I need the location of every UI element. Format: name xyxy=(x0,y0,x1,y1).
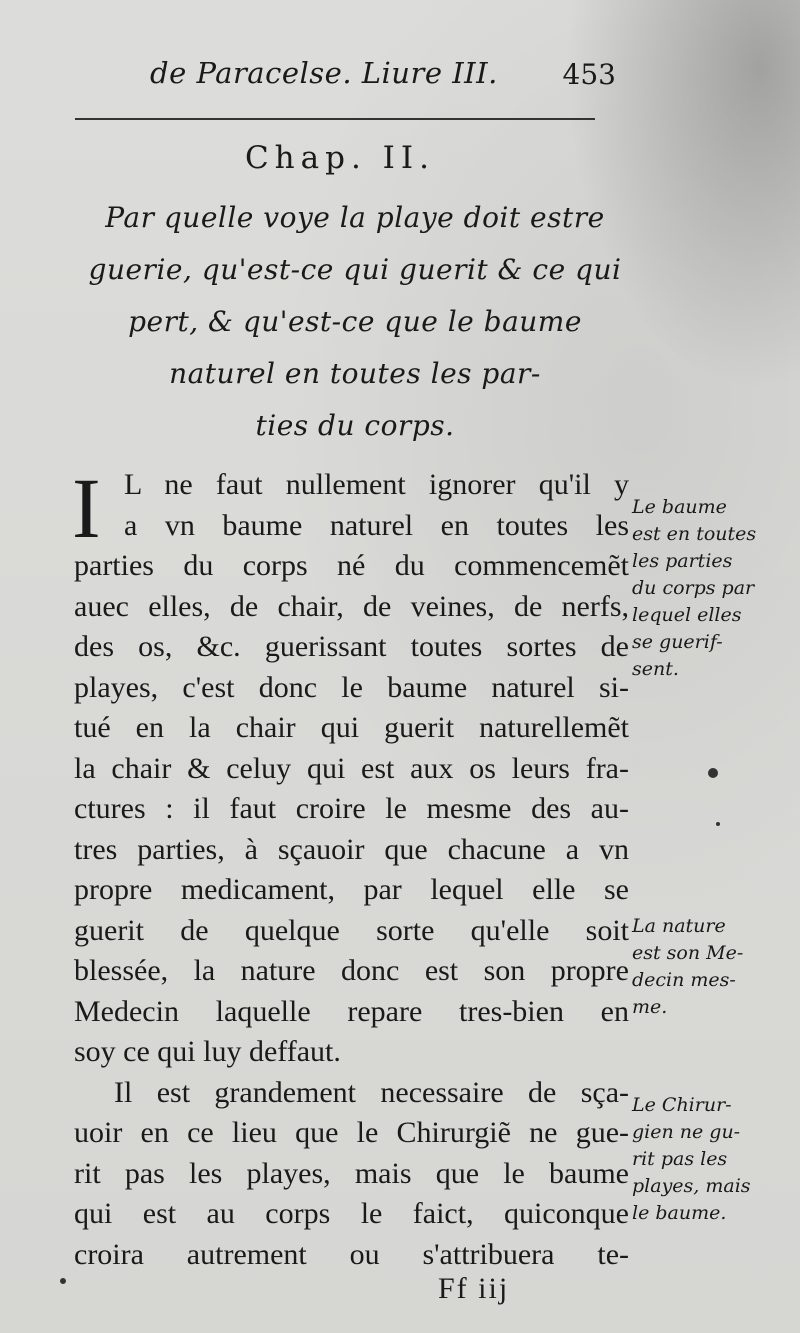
chapter-title: Chap. II. xyxy=(244,140,436,176)
margin-note-line: gien ne gu- xyxy=(632,1121,741,1143)
margin-note xyxy=(632,1092,782,1227)
ink-speck xyxy=(60,1278,66,1284)
text-line: Il est grandement necessaire de sça- xyxy=(114,1075,629,1109)
margin-note-line: les parties xyxy=(632,550,733,572)
heading-line: guerie, qu'est-ce qui guerit & ce qui xyxy=(88,253,622,286)
text-line: des os, &c. guerissant toutes sortes de xyxy=(74,630,629,663)
ink-speck xyxy=(708,768,718,778)
text-line: L ne faut nullement ignorer qu'il y xyxy=(124,468,629,501)
page-header xyxy=(150,56,630,96)
heading-line: ties du corps. xyxy=(255,409,455,442)
margin-note-line: me. xyxy=(632,996,668,1018)
text-line: croira autrement ou s'attribuera te- xyxy=(74,1237,629,1271)
text-line: parties du corps né du commencemẽt xyxy=(74,549,629,582)
running-title: de Paracelse. Liure III. xyxy=(150,56,498,90)
margin-note-line: La nature xyxy=(632,915,726,937)
margin-note-line: est son Me- xyxy=(632,942,744,964)
text-line: propre medicament, par lequel elle se xyxy=(74,873,629,906)
text-line: ctures : il faut croire le mesme des au- xyxy=(74,792,629,825)
margin-note-line: Le baume xyxy=(632,496,727,518)
text-line: qui est au corps le faict, quiconque xyxy=(74,1197,629,1230)
text-line: tres parties, à sçauoir que chacune a vn xyxy=(74,832,629,866)
margin-note-line: le baume. xyxy=(632,1202,727,1224)
heading-line: naturel en toutes les par- xyxy=(169,357,541,390)
margin-note-line: est en toutes xyxy=(632,523,757,545)
header-rule xyxy=(75,118,595,120)
text-line: auec elles, de chair, de veines, de nerfs, xyxy=(74,589,629,623)
text-line: uoir en ce lieu que le Chirurgiẽ ne gue- xyxy=(74,1116,629,1149)
text-line: soy ce qui luy deffaut. xyxy=(74,1035,341,1068)
margin-note-line: sent. xyxy=(632,658,679,680)
page-number: 453 xyxy=(562,58,616,91)
signature-mark: Ff iij xyxy=(438,1272,510,1305)
margin-note-line: se guerif- xyxy=(632,631,723,653)
text-line: Medecin laquelle repare tres-bien en xyxy=(74,994,629,1028)
margin-note-line: lequel elles xyxy=(632,604,742,626)
text-line: la chair & celuy qui est aux os leurs fra- xyxy=(74,751,629,785)
text-line: playes, c'est donc le baume naturel si- xyxy=(74,670,629,704)
text-line: rit pas les playes, mais que le baume xyxy=(74,1156,629,1190)
margin-note-line: Le Chirur- xyxy=(632,1094,732,1116)
margin-note xyxy=(632,494,782,683)
body-text xyxy=(72,460,629,1275)
margin-note-line: decin mes- xyxy=(632,969,736,991)
heading-line: Par quelle voye la playe doit estre xyxy=(105,201,605,234)
text-line: a vn baume naturel en toutes les xyxy=(124,508,629,542)
margin-note xyxy=(632,913,782,1021)
text-line: blessée, la nature donc est son propre xyxy=(74,954,629,987)
text-line: guerit de quelque sorte qu'elle soit xyxy=(74,913,629,947)
margin-note-line: playes, mais xyxy=(632,1175,751,1197)
drop-cap: I xyxy=(72,460,101,556)
text-line: tué en la chair qui guerit naturellemẽt xyxy=(74,711,629,744)
margin-note-line: rit pas les xyxy=(632,1148,728,1170)
ink-speck xyxy=(716,822,720,826)
margin-note-line: du corps par xyxy=(632,577,755,599)
chapter-heading xyxy=(70,192,640,452)
heading-line: pert, & qu'est-ce que le baume xyxy=(128,305,582,338)
